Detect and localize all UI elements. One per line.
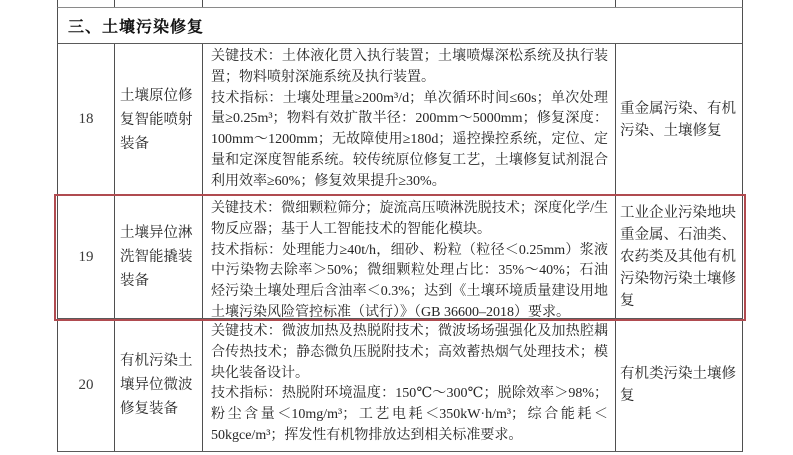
partial-cell-application <box>616 0 742 7</box>
row-number: 20 <box>58 319 115 451</box>
key-tech-text: 关键技术：土体液化贯入执行装置；土壤喷爆深松系统及执行装置；物料喷射深施系统及执行装置。 <box>211 49 608 85</box>
section-title: 三、土壤污染修复 <box>68 19 205 36</box>
table-row-20 <box>57 319 743 452</box>
tech-indicators-text: 技术指标：热脱附环境温度：150℃～300℃；脱除效率＞98%；粉尘含量＜10mg/m³；工艺电耗＜350kW·h/m³；综合能耗＜50kgce/m³；挥发性有机物排放达到相关标准要求。 <box>211 386 608 443</box>
partial-cell-tech <box>203 0 616 7</box>
equipment-name: 土壤原位修复智能喷射装备 <box>115 44 203 195</box>
equipment-name: 土壤异位淋洗智能撬装装备 <box>115 196 203 318</box>
row-number: 18 <box>58 44 115 195</box>
tech-indicators-text: 技术指标：处理能力≥40t/h，细砂、粉粒（粒径＜0.25mm）浆液中污染物去除率＞50%；微细颗粒处理占比：35%～40%；石油烃污染土壤处理后含油率＜0.3%；达到《土壤环境质量建设用地土壤污染风险管控标准（试行）》（GB 36600–2018）要求。 <box>211 242 608 320</box>
table-row-18 <box>57 44 743 196</box>
partial-cell-name <box>115 0 203 7</box>
table-partial-row-top <box>57 0 743 8</box>
tech-indicators-text: 技术指标：土壤处理量≥200m³/d；单次循环时间≤60s；单次处理量≥0.25m³；物料有效扩散半径：200mm～5000mm；修复深度：100mm～1200mm；无故障使用≥180d；遥控操控系统，定位、定量和定深度智能系统。较传统原位修复工艺，土壤修复试剂混合利用效率≥60%；修复效果提升≥30%。 <box>211 90 608 189</box>
partial-cell-number <box>58 0 115 7</box>
tech-cell <box>203 196 616 318</box>
application-scope: 有机类污染土壤修复 <box>620 366 736 404</box>
key-tech-text: 关键技术：微波加热及热脱附技术；微波场场强强化及加热腔耦合传热技术；静态微负压脱附技术；高效蓄热烟气处理技术；模块化装备设计。 <box>211 324 608 381</box>
equipment-name: 有机污染土壤异位微波修复装备 <box>115 319 203 451</box>
equipment-table <box>57 0 743 452</box>
table-row-19 <box>57 196 743 319</box>
application-scope: 工业企业污染地块重金属、石油类、农药类及其他有机污染物污染土壤修复 <box>620 205 736 309</box>
key-tech-text: 关键技术：微细颗粒筛分；旋流高压喷淋洗脱技术；深度化学/生物反应器；基于人工智能技术的智能化模块。 <box>211 201 608 237</box>
row-number: 19 <box>58 196 115 318</box>
tech-cell <box>203 44 616 195</box>
application-scope: 重金属污染、有机污染、土壤修复 <box>620 100 736 139</box>
tech-cell <box>203 319 616 451</box>
section-header-row <box>57 8 743 44</box>
